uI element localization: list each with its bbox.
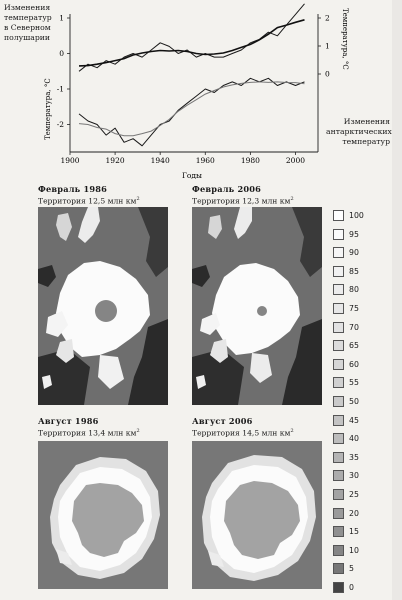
x-axis-ticks [60,152,305,165]
temperature-chart [0,0,402,182]
legend-swatch [333,470,344,481]
x-axis-label: Годы [181,171,203,180]
legend-label: 25 [349,490,359,499]
legend-label: 5 [349,564,354,574]
legend-label: 90 [349,248,359,258]
antarctic-annotation: Изменения антарктических температур [326,117,392,146]
x-tick-label: 1900 [60,156,80,165]
map-title-aug2006: Август 2006 [192,416,253,426]
arctic-map-feb1986 [38,207,168,405]
legend-swatch [333,229,344,240]
legend-swatch [333,415,344,426]
legend-swatch [333,433,344,444]
chart-series [79,4,305,146]
legend-swatch [333,359,344,370]
map-area-aug1986 [38,428,140,438]
north-annotation: Изменения температур в Северном полушарии [4,3,52,42]
left-tick-label: 1 [59,13,64,23]
legend-label: 100 [349,211,364,220]
legend-swatch [333,210,344,221]
legend-swatch [333,508,344,519]
right-tick-label: 1 [325,41,330,51]
antarctic-map-aug1986 [38,441,168,589]
map-area-sup: 2 [290,196,294,202]
map-title-feb1986: Февраль 1986 [38,184,108,194]
map-area-text: Территория 12,5 млн км [38,196,137,206]
legend-swatch [333,526,344,537]
legend-swatch [333,489,344,500]
legend-label: 20 [349,508,359,518]
legend-label: 65 [349,341,359,351]
map-area-text: Территория 12,3 млн км [192,196,291,206]
legend-label: 95 [349,229,359,239]
map-area-text: Территория 13,4 млн км [38,428,137,438]
legend-label: 75 [349,304,359,313]
map-area-sup: 2 [136,428,140,434]
left-tick-label: 0 [59,49,64,58]
x-tick-label: 1980 [240,156,260,165]
legend-label: 30 [349,471,359,481]
legend-label: 35 [349,452,359,462]
legend-label: 60 [349,359,359,369]
legend-swatch [333,582,344,593]
series-trend-2 [79,82,305,136]
legend-swatch [333,563,344,574]
legend-label: 40 [349,434,359,444]
legend-label: 45 [349,415,359,425]
legend-swatch [333,247,344,258]
map-area-sup: 2 [290,428,294,434]
legend-label: 0 [349,583,354,592]
legend-label: 50 [349,397,359,406]
map-area-text: Территория 14,5 млн км [192,428,291,438]
left-axis-label: Температура, °C [44,78,52,140]
left-tick-label: -1 [56,84,64,94]
x-tick-label: 1920 [105,156,125,165]
antarctic-map-aug2006 [192,441,322,589]
arctic-map-feb2006 [192,207,322,405]
legend-swatch [333,266,344,277]
legend-swatch [333,284,344,295]
legend-swatch [333,340,344,351]
x-tick-label: 2000 [285,156,306,165]
left-tick-label: -2 [56,120,64,129]
legend-label: 55 [349,378,359,388]
right-axis-label: Температура, °C [341,8,349,70]
map-area-aug2006 [192,428,294,438]
legend-swatch [333,322,344,333]
right-tick-label: 0 [325,69,330,79]
page-edge-shadow [392,0,402,600]
legend-swatch [333,545,344,556]
legend-swatch [333,452,344,463]
legend-swatch [333,377,344,388]
legend-label: 70 [349,322,359,332]
pole-hole [95,300,117,322]
series-trend-1 [79,20,305,66]
pole-hole [257,306,267,316]
map-area-feb2006 [192,196,294,206]
x-tick-label: 1940 [150,156,170,165]
legend-label: 85 [349,266,359,276]
map-area-feb1986 [38,196,140,206]
legend-swatch [333,303,344,314]
legend-swatch [333,396,344,407]
legend-label: 80 [349,285,359,295]
map-title-feb2006: Февраль 2006 [192,184,262,194]
chart-frame [70,14,318,152]
right-tick-label: 2 [325,13,330,23]
legend-label: 10 [349,545,359,555]
series-line-2 [79,78,305,146]
x-tick-label: 1960 [195,156,215,165]
right-axis-ticks [318,14,330,79]
map-area-sup: 2 [136,196,140,202]
legend-label: 15 [349,527,359,537]
map-title-aug1986: Август 1986 [38,416,99,426]
left-axis-ticks [57,14,70,130]
